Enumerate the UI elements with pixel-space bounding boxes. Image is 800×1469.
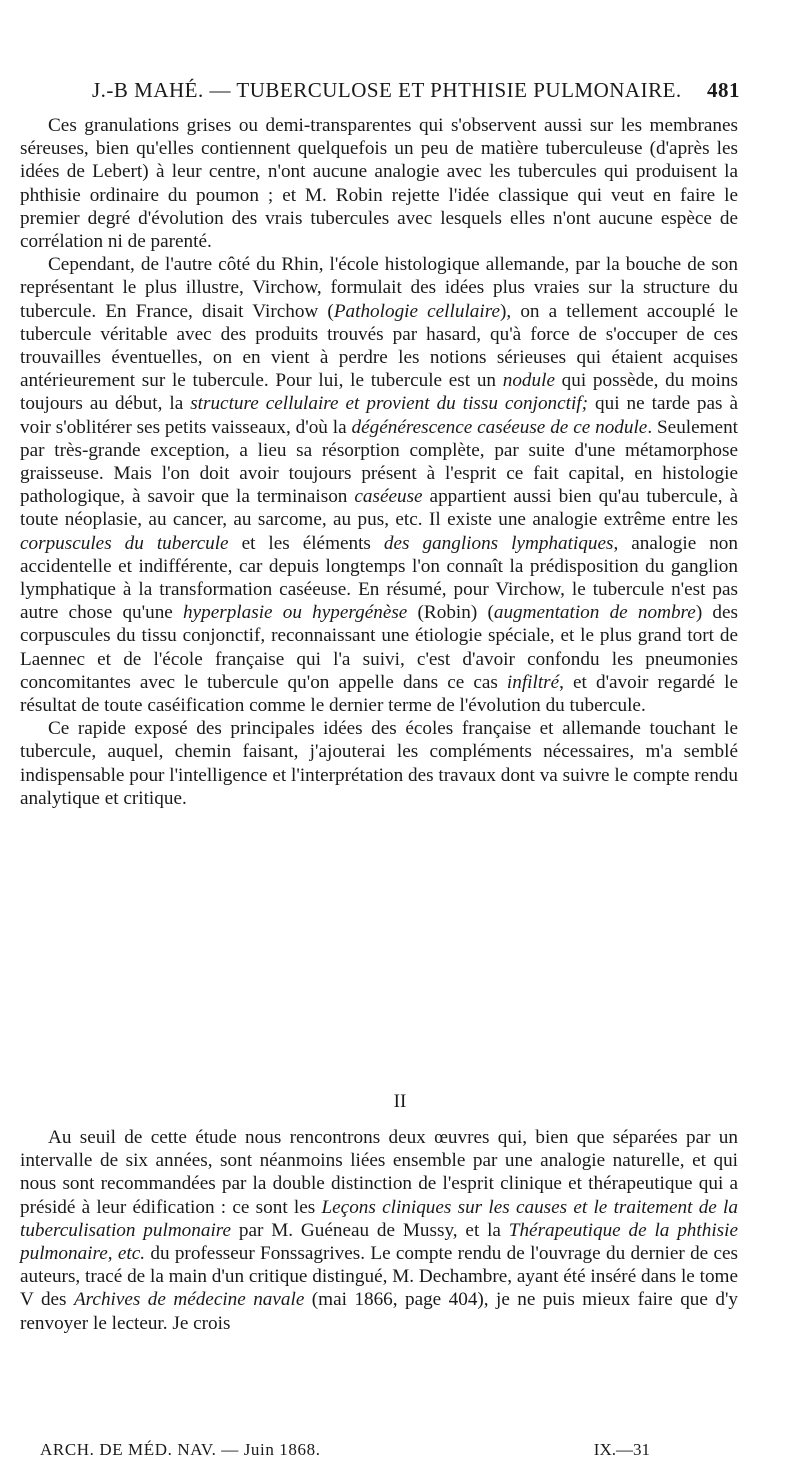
text-run: par M. Guéneau de Mussy, et la bbox=[231, 1219, 509, 1241]
text-run: , analogie non accidentelle et indifférente, car depuis longtemps l'on connaît la prédisposition du ganglion lymphatique à la transformation caséeuse. En résumé, pour Virchow, le tubercule n'est pas autre chose qu'une bbox=[20, 532, 738, 624]
italic-text: nodule bbox=[502, 370, 555, 392]
text-run: ), on a tellement accouplé le tubercule véritable avec des produits trouvés par hasard, qu'à force de s'occuper de ces trouvailles éventuelles, on en vient à perdre les notions sérieuses qui étaient acquises antérieurement sur le tubercule. Pour lui, le tubercule est un bbox=[20, 300, 739, 392]
italic-text: structure cellulaire et provient du tissu conjonctif; bbox=[190, 393, 589, 415]
italic-text: augmentation de nombre bbox=[493, 602, 696, 624]
italic-text: dégénérescence caséeuse de ce nodule bbox=[351, 416, 648, 438]
text-run: du professeur Fonssagrives. Le compte rendu de l'ouvrage du dernier de ces auteurs, tracé de la main d'un critique distingué, M. Dechambre, ayant été inséré dans le tome V des bbox=[20, 1243, 739, 1311]
page-number: 481 bbox=[707, 78, 740, 102]
text-run: (mai 1866, page 404), je ne puis mieux faire que d'y renvoyer le lecteur. Je crois bbox=[20, 1289, 738, 1334]
italic-text: Archives de médecine navale bbox=[73, 1289, 305, 1311]
paragraph bbox=[20, 114, 738, 253]
text-run: Cependant, de l'autre côté du Rhin, l'école histologique allemande, par la bouche de son représentant le plus illustre, Virchow, formulait des idées plus vraies sur la structure du tubercule. En France, disait Virchow ( bbox=[20, 254, 738, 322]
running-title: J.-B MAHÉ. — TUBERCULOSE ET PHTHISIE PULMONAIRE. bbox=[92, 78, 682, 102]
text-run: , bbox=[107, 1243, 118, 1265]
text-run: appartient aussi bien qu'au tubercule, à toute néoplasie, au cancer, au sarcome, au pus, etc. Il existe une analogie extrême entre les bbox=[20, 486, 739, 531]
italic-text: corpuscules du tubercule bbox=[20, 532, 229, 554]
italic-text: hyperplasie ou hypergénèse bbox=[183, 602, 408, 624]
text-run: Ce rapide exposé des principales idées des écoles française et allemande touchant le tubercule, auquel, chemin faisant, j'ajouterai les compléments nécessaires, m'a semblé indispensable pour l'intelligence et l'interprétation des travaux dont va suivre le compte rendu analytique et critique. bbox=[20, 718, 738, 809]
text-run: . Seulement par très-grande exception, a lieu sa résorption complète, par suite d'une métamorphose graisseuse. Mais l'on doit avoir toujours présent à l'esprit ce fait capital, en histologie pathologique, à savoir que la terminaison bbox=[20, 416, 739, 508]
italic-text: caséeuse bbox=[354, 486, 423, 508]
italic-text: etc. bbox=[117, 1243, 146, 1265]
section-heading: II bbox=[393, 1091, 407, 1112]
running-header bbox=[92, 78, 740, 110]
paragraph bbox=[20, 253, 738, 717]
text-run: Ces granulations grises ou demi-transparentes qui s'observent aussi sur les membranes séreuses, bien qu'elles contiennent quelquefois un peu de matière tuberculeuse (d'après les idées de Lebert) à leur centre, n'ont aucune analogie avec les tubercules qui produisent la phthisie ordinaire du poumon ; et M. Robin rejette l'idée classique qui veut en faire le premier degré d'évolution des vrais tubercules avec lesquels elles n'ont aucune espèce de corrélation ni de parenté. bbox=[20, 115, 738, 253]
text-run: Au seuil de cette étude nous rencontrons deux œuvres qui, bien que séparées par un intervalle de six années, sont néanmoins liées ensemble par une analogie naturelle, et qui nous sont recommandées par la double distinction de l'esprit clinique et thérapeutique qui a présidé à leur édification : ce sont les bbox=[20, 1127, 738, 1218]
body-text bbox=[20, 114, 738, 810]
page-footer bbox=[40, 1440, 650, 1462]
text-run: ) des corpuscules du tissu conjonctif, reconnaissant une étiologie spéciale, et le plus grand tort de Laennec et de l'école française qui l'a suivi, c'est d'avoir confondu les pneumonies concomitantes avec le tubercule qu'on appelle dans ce cas bbox=[20, 602, 738, 693]
text-run: et les éléments bbox=[228, 532, 384, 554]
italic-text: Pathologie cellulaire bbox=[333, 300, 500, 322]
italic-text: des ganglions lymphatiques bbox=[383, 532, 614, 554]
paragraph bbox=[20, 1126, 738, 1335]
italic-text: infiltré bbox=[506, 671, 560, 693]
text-run: , et d'avoir regardé le résultat de toute caséification comme le dernier terme de l'évolution du tubercule. bbox=[20, 671, 738, 717]
footer-signature: IX.—31 bbox=[593, 1440, 650, 1459]
text-run: qui ne tarde pas à voir s'oblitérer ses petits vaisseaux, d'où la bbox=[20, 393, 739, 438]
paragraph bbox=[20, 717, 738, 810]
text-run: (Robin) ( bbox=[407, 602, 494, 624]
italic-text: Leçons cliniques sur les causes et le traitement de la tuberculisation pulmonaire bbox=[20, 1196, 738, 1241]
footer-journal: ARCH. DE MÉD. NAV. — Juin 1868. bbox=[40, 1440, 321, 1459]
text-run: qui possède, du moins toujours au début, la bbox=[20, 370, 738, 415]
italic-text: Thérapeutique de la phthisie pulmonaire bbox=[20, 1219, 738, 1265]
body-text-section-2 bbox=[20, 1126, 738, 1335]
